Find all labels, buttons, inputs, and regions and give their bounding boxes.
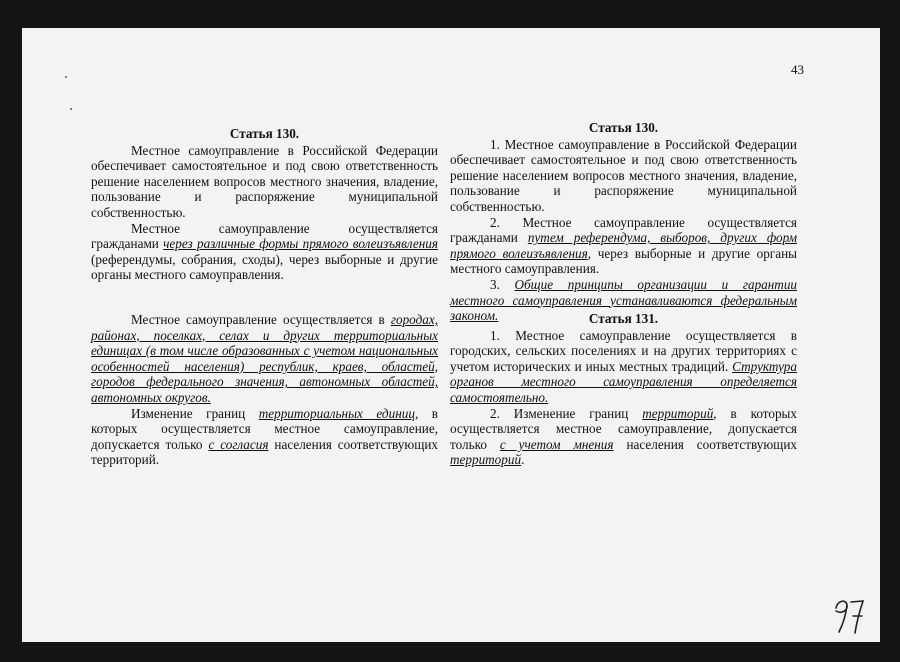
- text-segment: , в которых осуществляется местное самоуправление, допускается только: [450, 405, 797, 452]
- text-segment: населения соответствующих: [613, 436, 797, 452]
- highlighted-text: путем референдума, выборов, других форм прямого волеизъявления: [450, 230, 797, 261]
- handwritten-page-mark: [830, 592, 870, 636]
- left-article-131: [91, 312, 438, 468]
- text-segment: Местное самоуправление осуществляется в: [131, 312, 391, 327]
- highlighted-text: с согласия: [208, 436, 269, 452]
- text-segment: населения соответствующих территорий.: [91, 436, 438, 468]
- scan-speck: [65, 76, 67, 78]
- right-article-131-paragraph-2: [450, 406, 797, 468]
- right-article-130-paragraph-1: 1. Местное самоуправление в Российской Федерации обеспечивает самостоятельное и под свою ответственность решение населением вопросов местного значения, владение, пользование и распоряжение муниципальной собственностью.: [450, 136, 797, 214]
- highlighted-text: территориальных единиц: [258, 405, 415, 421]
- text-segment: 2. Местное самоуправление осуществляется гражданами: [450, 214, 797, 246]
- text-segment: , в которых осуществляется местное самоуправление, допускается только: [91, 405, 439, 452]
- text-segment: .: [521, 452, 525, 468]
- page-number: 43: [791, 62, 804, 77]
- right-article-131: [450, 311, 797, 468]
- scan-speck: [70, 108, 72, 110]
- highlighted-text: через различные формы прямого волеизъявления: [163, 236, 438, 252]
- right-article-131-paragraph-1: [450, 328, 797, 406]
- right-article-131-heading: Статья 131.: [588, 311, 659, 326]
- highlighted-text: территорий: [642, 405, 714, 421]
- text-segment: , через выборные и другие органы местного самоуправления.: [450, 245, 797, 277]
- right-article-130-heading: Статья 130.: [588, 120, 659, 135]
- left-article-130: [91, 126, 438, 283]
- right-article-130: [450, 120, 797, 324]
- document-page: [22, 28, 880, 642]
- highlighted-text: Структура органов местного самоуправления определяется самостоятельно.: [450, 358, 797, 405]
- left-article-130-heading: Статья 130.: [229, 126, 300, 141]
- text-segment: 1. Местное самоуправление осуществляется в городских, сельских поселениях и на других территориях с учетом исторических и иных местных традиций.: [450, 327, 797, 374]
- highlighted-text: территорий: [450, 452, 522, 468]
- left-article-131-paragraph-2: [91, 406, 438, 468]
- text-segment: Изменение границ: [131, 405, 259, 421]
- text-segment: 2. Изменение границ: [490, 405, 643, 421]
- text-segment: (референдумы, собрания, сходы), через выборные и другие органы местного самоуправления.: [91, 251, 438, 283]
- text-segment: 3.: [490, 276, 515, 292]
- left-article-130-paragraph-2: [91, 221, 438, 283]
- text-segment: Местное самоуправление осуществляется гражданами: [91, 220, 438, 252]
- highlighted-text: городах, районах, поселках, селах и других территориальных единицах (в том числе образованных с учетом национальных особенностей населения) республик, краев, областей, городов федерального значения, автономных областей, автономных округов.: [91, 312, 438, 405]
- left-article-130-paragraph-1: Местное самоуправление в Российской Федерации обеспечивает самостоятельное и под свою ответственность решение населением вопросов местного значения, владение, пользование и распоряжение муниципальной собственностью.: [91, 142, 438, 220]
- highlighted-text: с учетом мнения: [499, 436, 614, 452]
- highlighted-text: Общие принципы организации и гарантии местного самоуправления устанавливаются федеральным законом.: [450, 276, 798, 324]
- left-article-131-paragraph-1: [91, 312, 438, 406]
- right-article-130-paragraph-2: [450, 215, 797, 277]
